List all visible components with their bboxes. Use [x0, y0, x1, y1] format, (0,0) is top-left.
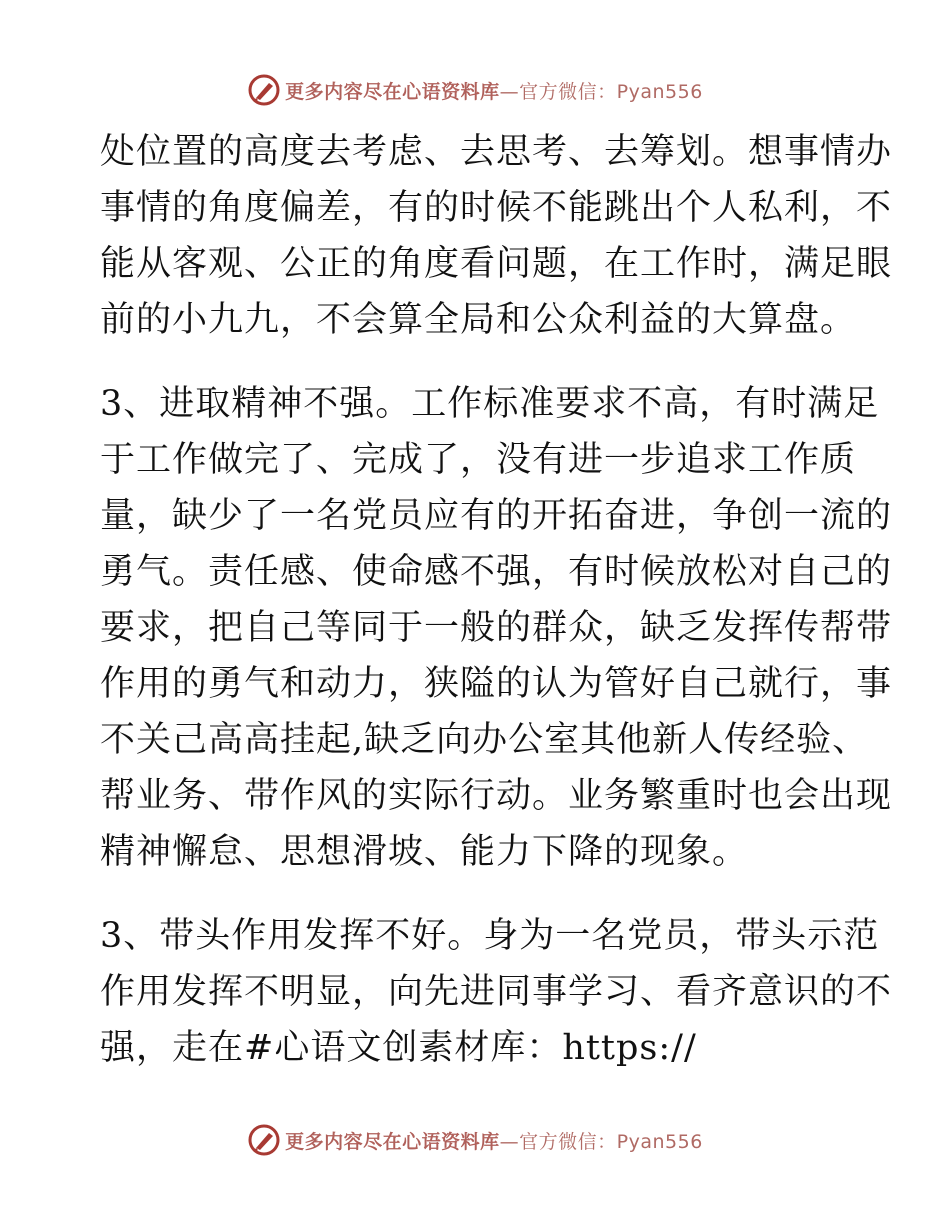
banner-sub-text: 官方微信：Pyan556	[519, 80, 703, 103]
banner-main-text: 更多内容尽在心语资料库	[285, 1130, 500, 1153]
pen-logo-icon	[247, 73, 281, 107]
text-line: 处位置的高度去考虑、去思考、去筹划。想事情办	[100, 132, 893, 172]
header-banner	[0, 70, 950, 110]
text-line: 于工作做完了、完成了，没有进一步追求工作质	[100, 440, 857, 480]
banner-separator: —	[499, 1130, 520, 1153]
document-body	[100, 124, 893, 1076]
text-line: 勇气。责任感、使命感不强，有时候放松对自己的	[100, 552, 893, 592]
text-line: 能从客观、公正的角度看问题，在工作时，满足眼	[100, 244, 893, 284]
text-line: 作用发挥不明显，向先进同事学习、看齐意识的不	[100, 972, 893, 1012]
text-line: 帮业务、带作风的实际行动。业务繁重时也会出现	[100, 776, 893, 816]
text-line: 要求，把自己等同于一般的群众，缺乏发挥传帮带	[100, 608, 893, 648]
text-line: 前的小九九，不会算全局和公众利益的大算盘。	[100, 300, 857, 340]
text-line: 量，缺少了一名党员应有的开拓奋进，争创一流的	[100, 496, 893, 536]
pen-logo-icon	[247, 1123, 281, 1157]
text-line: 3、带头作用发挥不好。身为一名党员，带头示范	[100, 916, 880, 956]
banner-main-text: 更多内容尽在心语资料库	[285, 80, 500, 103]
text-line: 强，走在#心语文创素材库：https://	[100, 1028, 697, 1068]
text-line: 作用的勇气和动力，狭隘的认为管好自己就行，事	[100, 664, 893, 704]
text-line: 不关己高高挂起,缺乏向办公室其他新人传经验、	[100, 720, 869, 760]
paragraph-2	[100, 376, 893, 880]
paragraph-3	[100, 908, 893, 1076]
paragraph-1	[100, 124, 893, 348]
banner-separator: —	[499, 80, 520, 103]
footer-banner	[0, 1120, 950, 1160]
banner-text	[285, 1127, 703, 1154]
banner-sub-text: 官方微信：Pyan556	[519, 1130, 703, 1153]
text-line: 3、进取精神不强。工作标准要求不高，有时满足	[100, 384, 880, 424]
banner-text	[285, 77, 703, 104]
text-line: 精神懈怠、思想滑坡、能力下降的现象。	[100, 832, 749, 872]
text-line: 事情的角度偏差，有的时候不能跳出个人私利，不	[100, 188, 893, 228]
